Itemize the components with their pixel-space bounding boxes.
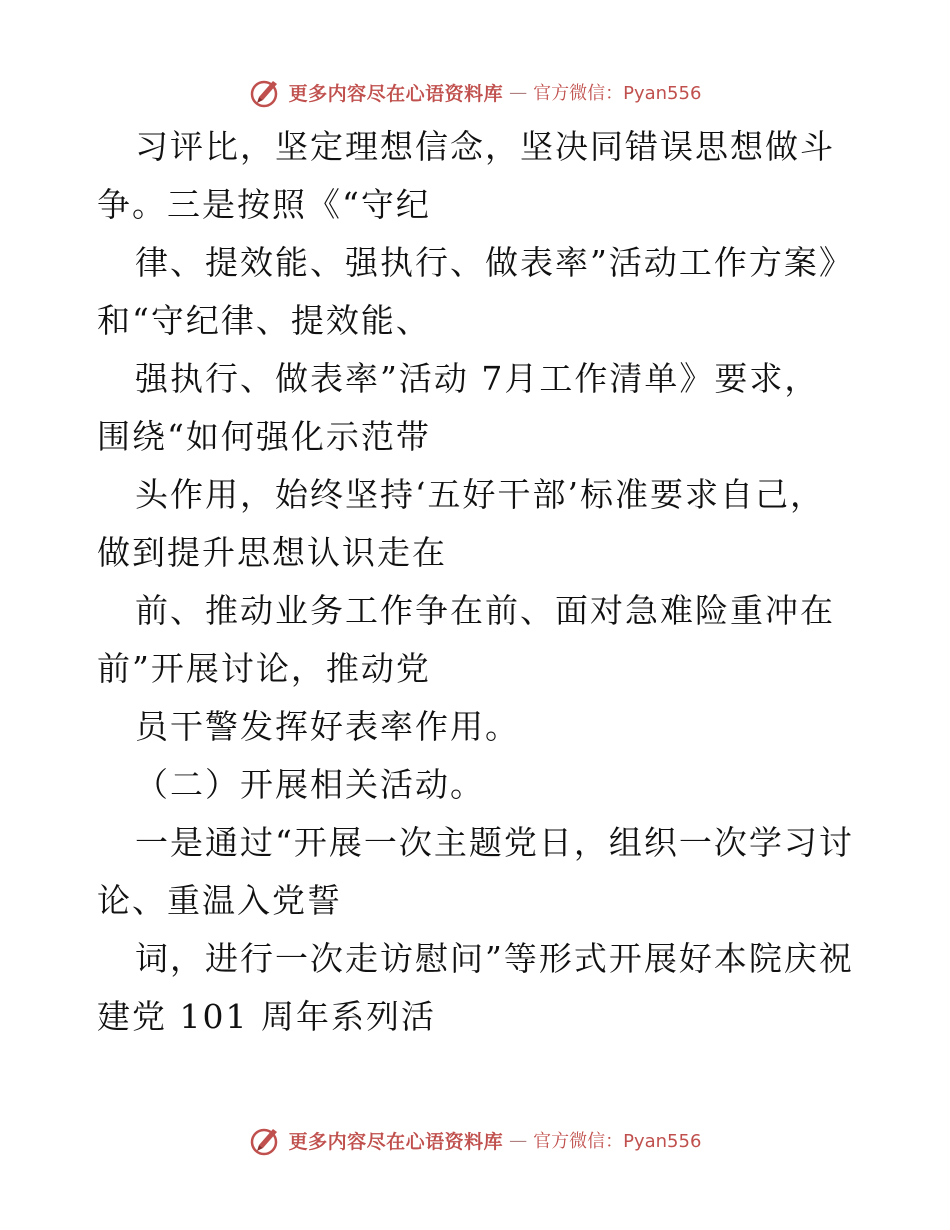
body-line: 争。三是按照《“守纪	[97, 185, 431, 224]
body-line: 习评比，坚定理想信念，坚决同错误思想做斗	[135, 127, 835, 166]
banner-separator: —	[509, 81, 528, 103]
body-line: 建党 101 周年系列活	[97, 997, 436, 1036]
body-line: 一是通过“开展一次主题党日，组织一次学习讨	[135, 823, 854, 862]
header-banner	[0, 70, 950, 114]
body-line: 词，进行一次走访慰问”等形式开展好本院庆祝	[135, 939, 854, 978]
banner-title: 更多内容尽在心语资料库	[288, 1130, 504, 1153]
banner-wechat: 官方微信：Pyan556	[533, 1131, 702, 1152]
pen-logo-icon	[249, 75, 283, 109]
body-line: 论、重温入党誓	[97, 881, 342, 920]
body-line: 和“守纪律、提效能、	[97, 301, 431, 340]
body-line: 员干警发挥好表率作用。	[135, 707, 520, 746]
body-line: 律、提效能、强执行、做表率”活动工作方案》	[135, 243, 854, 282]
footer-banner	[0, 1118, 950, 1162]
banner-separator: —	[509, 1129, 528, 1151]
pen-logo-icon	[249, 1123, 283, 1157]
body-line: 强执行、做表率”活动 7月工作清单》要求，	[135, 359, 820, 398]
body-line: 围绕“如何强化示范带	[97, 417, 431, 456]
body-line: 头作用，始终坚持‘五好干部’标准要求自己，	[135, 475, 825, 514]
banner-wechat: 官方微信：Pyan556	[533, 83, 702, 104]
section-heading: （二）开展相关活动。	[135, 765, 485, 804]
body-line: 做到提升思想认识走在	[97, 533, 447, 572]
body-line: 前”开展讨论，推动党	[97, 649, 431, 688]
banner-title: 更多内容尽在心语资料库	[288, 82, 504, 105]
body-line: 前、推动业务工作争在前、面对急难险重冲在	[135, 591, 835, 630]
document-body	[97, 118, 877, 1046]
